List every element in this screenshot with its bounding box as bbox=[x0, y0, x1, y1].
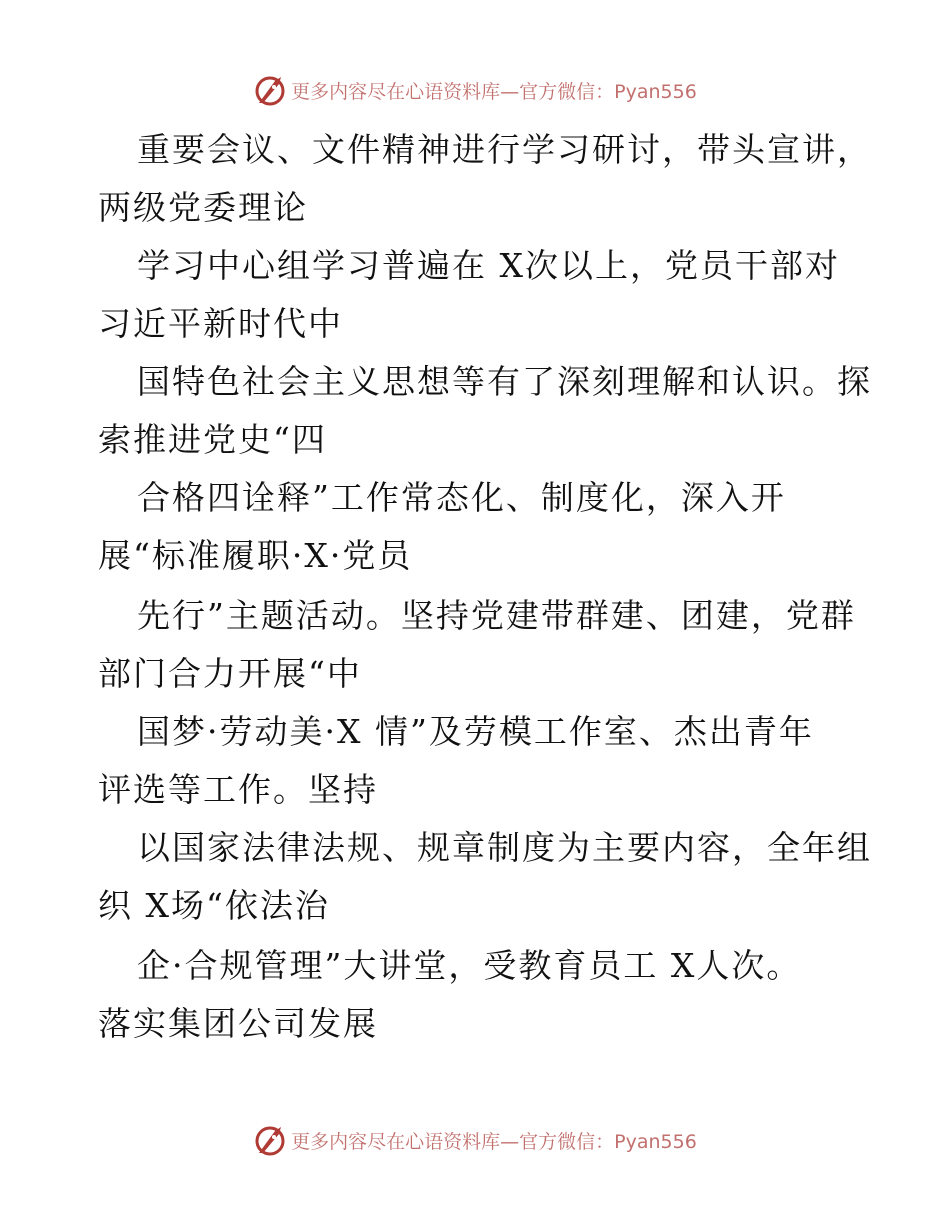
pen-nib-logo-icon bbox=[253, 73, 287, 107]
footer-banner bbox=[0, 1120, 950, 1160]
body-line-15: 企·合规管理”大讲堂，受教育员工 X人次。 bbox=[137, 946, 802, 985]
footer-banner-text: 更多内容尽在心语资料库—官方微信：Pyan556 bbox=[291, 1130, 697, 1153]
body-line-12: 评选等工作。坚持 bbox=[98, 770, 378, 809]
body-line-9: 先行”主题活动。坚持党建带群建、团建，党群 bbox=[137, 596, 856, 635]
body-line-1: 重要会议、文件精神进行学习研讨，带头宣讲， bbox=[137, 130, 872, 169]
body-line-10: 部门合力开展“中 bbox=[98, 654, 362, 693]
body-line-14: 织 X场“依法治 bbox=[98, 886, 330, 925]
body-line-11: 国梦·劳动美·X 情”及劳模工作室、杰出青年 bbox=[137, 712, 814, 751]
body-line-6: 索推进党史“四 bbox=[98, 420, 327, 459]
body-line-4: 习近平新时代中 bbox=[98, 304, 343, 343]
body-line-16: 落实集团公司发展 bbox=[98, 1004, 378, 1043]
header-banner-text: 更多内容尽在心语资料库—官方微信：Pyan556 bbox=[291, 80, 697, 103]
body-line-7: 合格四诠释”工作常态化、制度化，深入开 bbox=[137, 478, 786, 517]
body-line-8: 展“标准履职·X·党员 bbox=[98, 536, 413, 575]
body-line-2: 两级党委理论 bbox=[98, 188, 308, 227]
body-line-5: 国特色社会主义思想等有了深刻理解和认识。探 bbox=[137, 362, 872, 401]
body-line-3: 学习中心组学习普遍在 X次以上，党员干部对 bbox=[137, 246, 840, 285]
pen-nib-logo-icon bbox=[253, 1123, 287, 1157]
header-banner bbox=[0, 70, 950, 110]
body-line-13: 以国家法律法规、规章制度为主要内容，全年组 bbox=[137, 828, 872, 867]
